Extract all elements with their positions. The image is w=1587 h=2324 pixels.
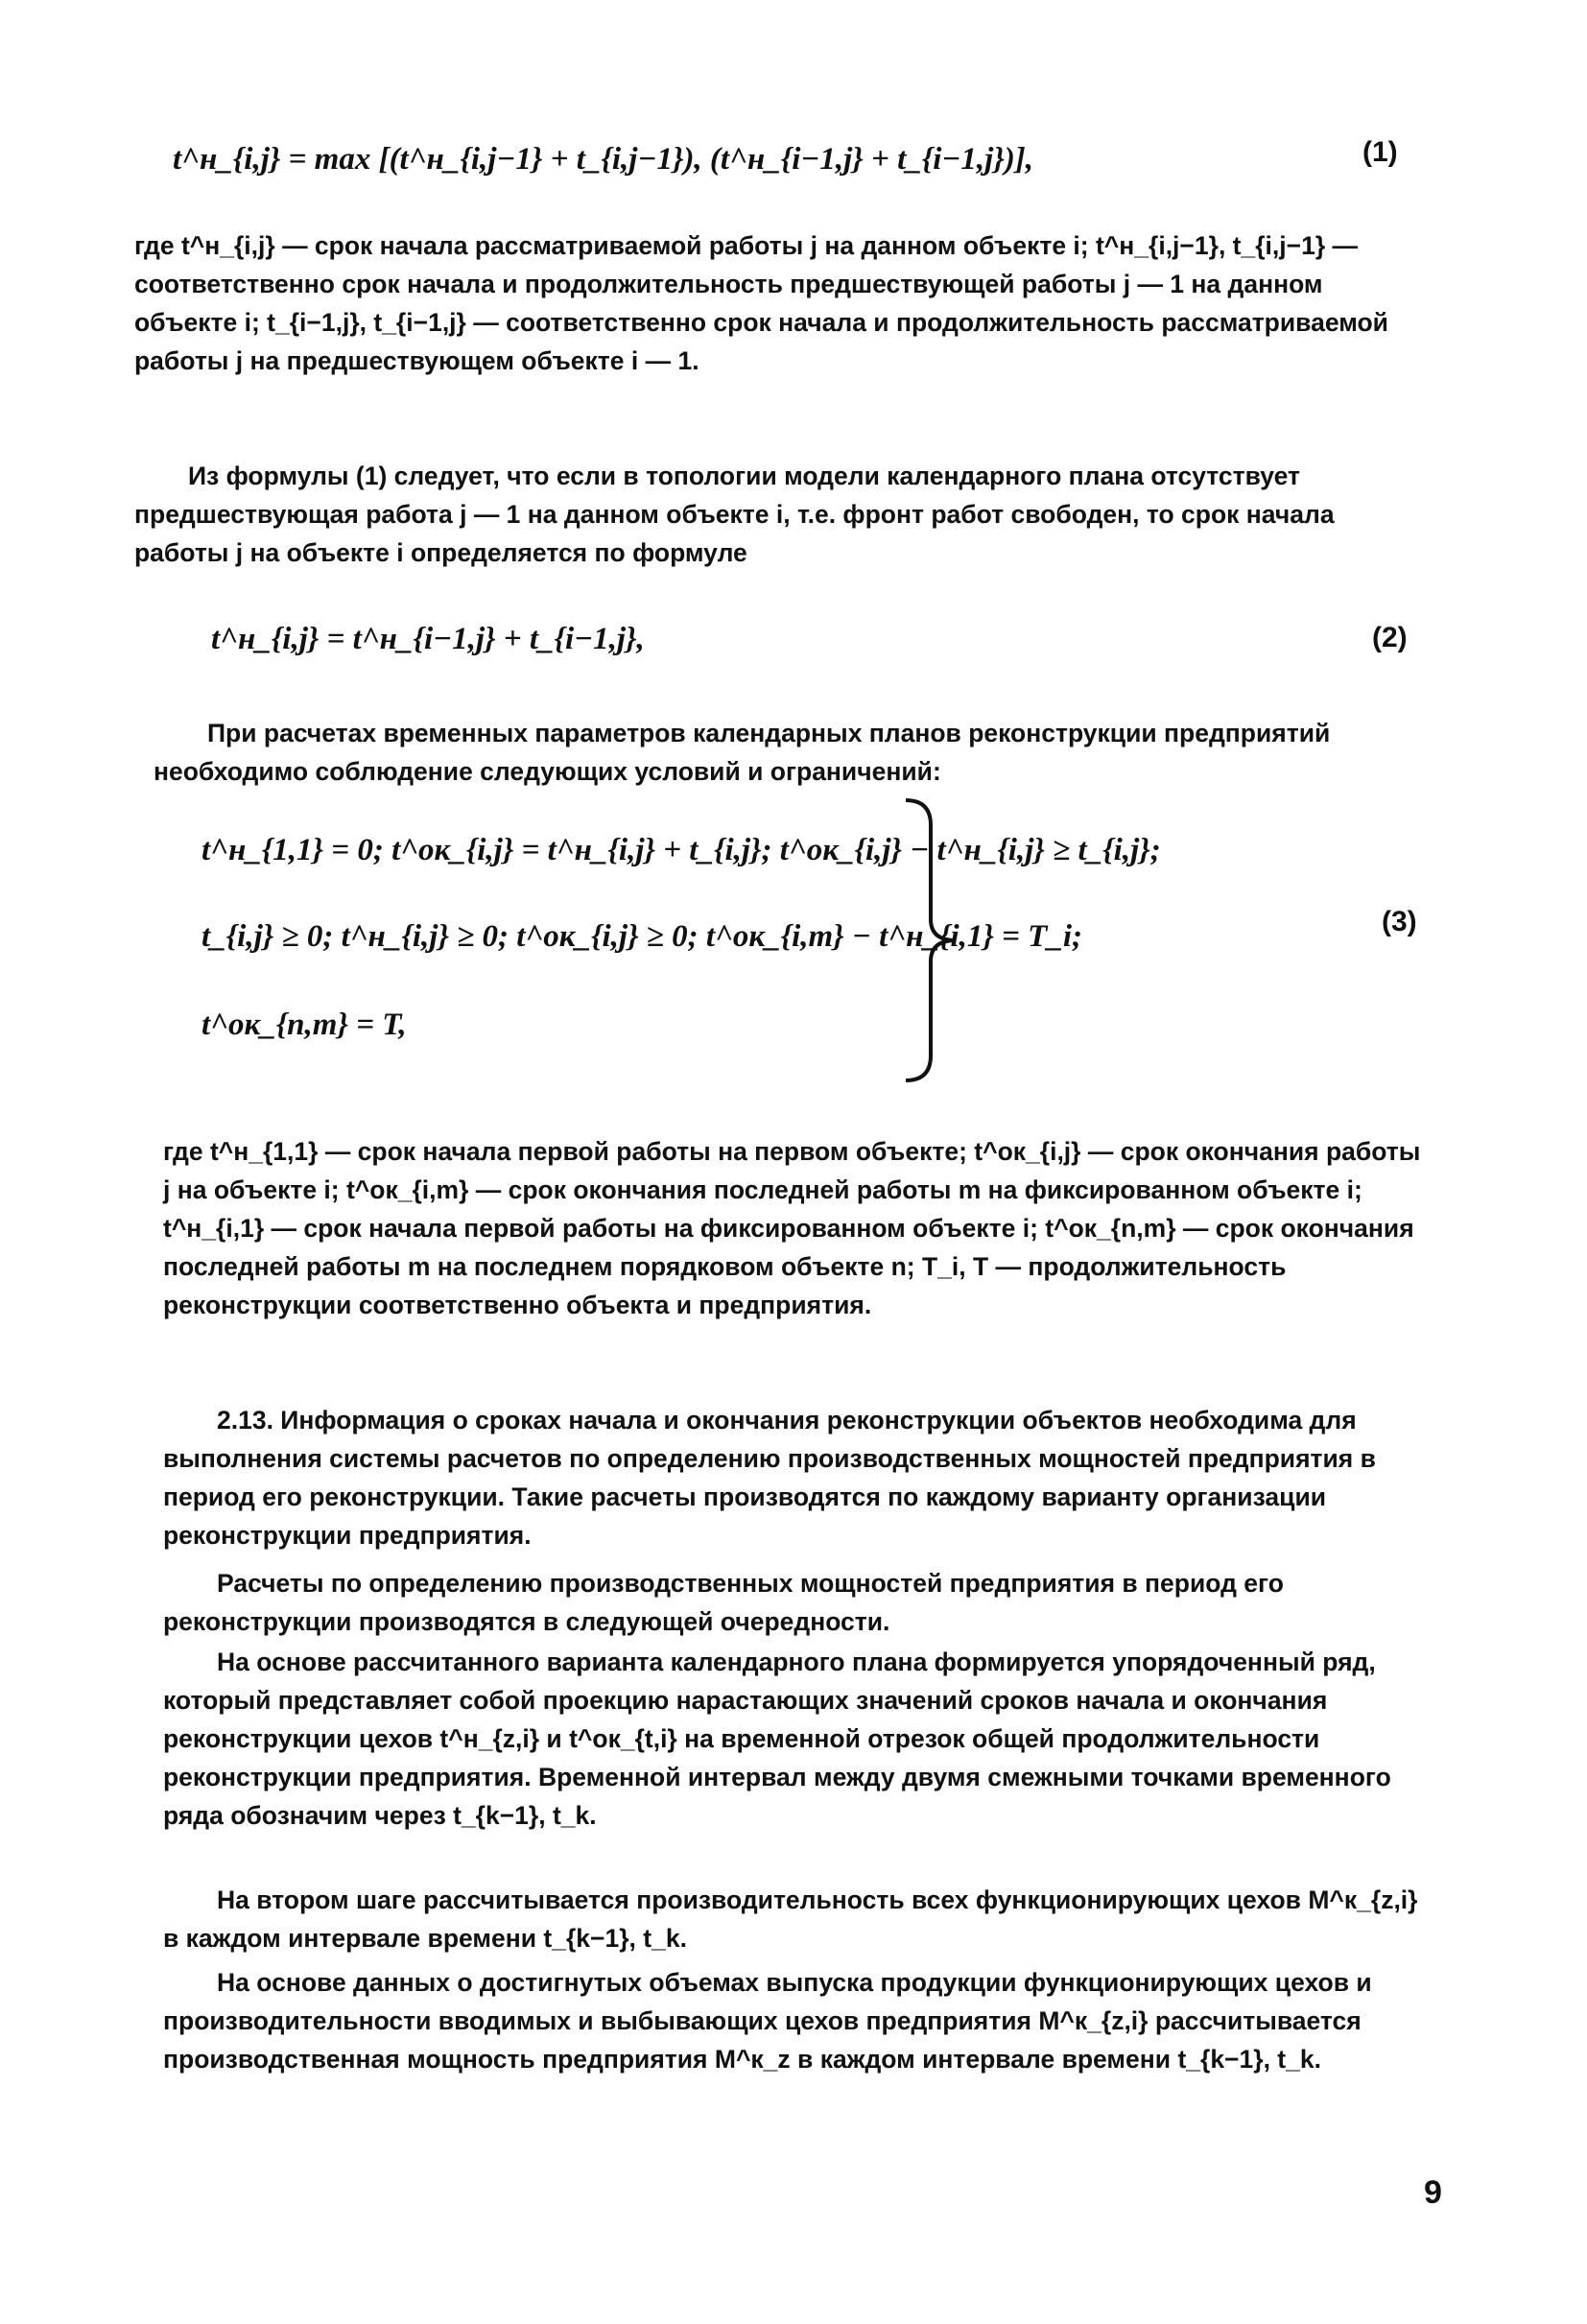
equation-3-line-3: t^ок_{n,m} = T, (201, 1008, 407, 1042)
page-number: 9 (1424, 2174, 1442, 2211)
paragraph-text: где t^н_{i,j} — срок начала рассматриваемой работы j на данном объекте i; t^н_{i,j−1}, t_{i,j−1} — соответственно срок начала и продолжительность предшествующей работы j — 1 на данном объекте i; t_{i−1,j}, t_{i−1,j} — соответственно срок начала и продолжительность рассматриваемой работы j на предшествующем объекте i — 1. (134, 231, 1388, 375)
paragraph-text: На втором шаге рассчитывается производительность всех функционирующих цехов M^к_{z,i} в каждом интервале времени t_{k−1}, t_k. (163, 1885, 1418, 1953)
right-brace-icon (902, 796, 959, 1084)
equation-3-line-1: t^н_{1,1} = 0; t^ок_{i,j} = t^н_{i,j} + t_{i,j}; t^ок_{i,j} − t^н_{i,j} ≥ t_{i,j}; (201, 833, 1161, 867)
paragraph-text: 2.13. Информация о сроках начала и окончания реконструкции объектов необходима для выполнения системы расчетов по определению производственных мощностей предприятия в период его реконструкции. Такие расчеты производятся по каждому варианту организации реконструкции предприятия. (163, 1406, 1376, 1550)
paragraph-calculation-order (163, 1564, 1430, 1641)
paragraph-definitions-1 (134, 226, 1420, 380)
paragraph-definitions-2 (163, 1132, 1430, 1324)
paragraph-step-2 (163, 1881, 1430, 1957)
equation-1-number: (1) (1362, 136, 1398, 168)
paragraph-text: Расчеты по определению производственных мощностей предприятия в период его реконструкции производятся в следующей очередности. (163, 1569, 1284, 1636)
paragraph-text: Из формулы (1) следует, что если в топологии модели календарного плана отсутствует предшествующая работа j — 1 на данном объекте i, т.е. фронт работ свободен, то срок начала работы j на объекте i определяется по формуле (134, 462, 1335, 567)
paragraph-section-2-13 (163, 1401, 1430, 1554)
paragraph-text: На основе данных о достигнутых объемах выпуска продукции функционирующих цехов и производительности вводимых и выбывающих цехов предприятия M^к_{z,i} рассчитывается производственная мощность предприятия M^к_z в каждом интервале времени t_{k−1}, t_k. (163, 1968, 1372, 2074)
equation-2: t^н_{i,j} = t^н_{i−1,j} + t_{i−1,j}, (211, 622, 645, 656)
equation-3-number: (3) (1382, 906, 1417, 937)
equation-3-line-2: t_{i,j} ≥ 0; t^н_{i,j} ≥ 0; t^ок_{i,j} ≥ 0; t^ок_{i,m} − t^н_{i,1} = T_i; (201, 919, 1082, 954)
paragraph-conditions-intro (154, 714, 1430, 791)
paragraph-text: На основе рассчитанного варианта календарного плана формируется упорядоченный ряд, который представляет собой проекцию нарастающих значений сроков начала и окончания реконструкции цехов t^н_{z,i} и t^ок_{t,i} на временной отрезок общей продолжительности реконструкции предприятия. Временной интервал между двумя смежными точками временного ряда обозначим через t_{k−1}, t_k. (163, 1648, 1391, 1830)
paragraph-text: где t^н_{1,1} — срок начала первой работы на первом объекте; t^ок_{i,j} — срок окончания работы j на объекте i; t^ок_{i,m} — срок окончания последней работы m на фиксированном объекте i; t^н_{i,1} — срок начала первой работы на фиксированном объекте i; t^ок_{n,m} — срок окончания последней работы m на последнем порядковом объекте n; T_i, T — продолжительность реконструкции соответственно объекта и предприятия. (163, 1137, 1421, 1319)
paragraph-step-1 (163, 1643, 1430, 1835)
equation-2-number: (2) (1372, 622, 1408, 653)
paragraph-formula-intro (134, 457, 1420, 572)
paragraph-text: При расчетах временных параметров календарных планов реконструкции предприятий необходимо соблюдение следующих условий и ограничений: (154, 719, 1331, 786)
paragraph-step-3 (163, 1963, 1430, 2078)
equation-1: t^н_{i,j} = max [(t^н_{i,j−1} + t_{i,j−1}), (t^н_{i−1,j} + t_{i−1,j})], (173, 142, 1034, 177)
